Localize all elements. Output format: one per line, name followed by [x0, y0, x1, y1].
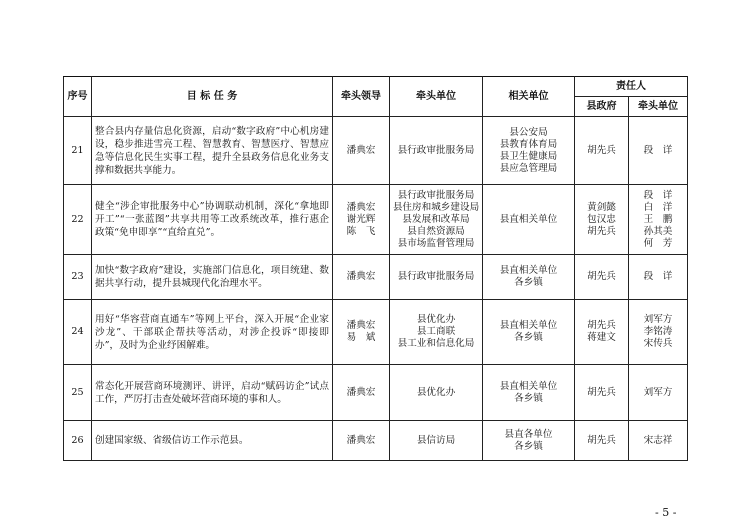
row-lead-unit: 县行政审批服务局 县住房和城乡建设局 县发展和改革局 县自然资源局 县市场监督管理局 [390, 185, 483, 255]
row-lead-unit: 县行政审批服务局 [390, 117, 483, 185]
header-lead-unit: 牵头单位 [390, 77, 483, 117]
row-task: 整合县内存量信息化资源，启动“数字政府”中心机房建设，稳步推进雪亮工程、智慧教育、智慧医疗、智慧应急等信息化民生实事工程，提升全县政务信息化业务支撑和数据共享能力。 [92, 117, 333, 185]
table-row [64, 117, 688, 185]
row-leader: 潘典宏 [333, 365, 390, 421]
row-lead-unit: 县信访局 [390, 421, 483, 461]
row-related-unit: 县直相关单位 各乡镇 [483, 300, 575, 365]
row-related-unit: 县直相关单位 [483, 185, 575, 255]
row-related-unit: 县直相关单位 各乡镇 [483, 365, 575, 421]
header-leader: 牵头领导 [333, 77, 390, 117]
row-unit-person: 宋志祥 [629, 421, 688, 461]
row-unit-person: 段 详 [629, 117, 688, 185]
row-unit-person: 刘军方 [629, 365, 688, 421]
row-leader: 潘典宏 易 斌 [333, 300, 390, 365]
row-leader: 潘典宏 [333, 117, 390, 185]
header-related-unit: 相关单位 [483, 77, 575, 117]
row-leader: 潘典宏 [333, 255, 390, 300]
table-row [64, 185, 688, 255]
row-gov-person: 胡先兵 [575, 117, 629, 185]
row-gov-person: 胡先兵 [575, 255, 629, 300]
row-leader: 潘典宏 [333, 421, 390, 461]
row-leader: 潘典宏 谢光辉 陈 飞 [333, 185, 390, 255]
row-no: 21 [64, 117, 92, 185]
row-task: 健全“涉企审批服务中心”协调联动机制，深化“拿地即开工”“一张蓝图”共享共用等工改系统改革，推行惠企政策“免申即享”“直给直兑”。 [92, 185, 333, 255]
row-no: 24 [64, 300, 92, 365]
row-task: 加快“数字政府”建设，实施部门信息化，项目统建、数据共享行动，提升县城现代化治理水平。 [92, 255, 333, 300]
page-number: - 5 - [655, 506, 677, 519]
row-gov-person: 胡先兵 蒋建文 [575, 300, 629, 365]
row-unit-person: 段 详 白 洋 王 鹏 孙其美 何 芳 [629, 185, 688, 255]
row-lead-unit: 县行政审批服务局 [390, 255, 483, 300]
header-no: 序号 [64, 77, 92, 117]
table-row [64, 255, 688, 300]
row-task: 常态化开展营商环境测评、讲评，启动“赋码访企”试点工作，严厉打击查处破坏营商环境的事和人。 [92, 365, 333, 421]
row-unit-person: 段 详 [629, 255, 688, 300]
header-county-gov: 县政府 [575, 97, 629, 117]
header-responsible: 责任人 [575, 77, 688, 97]
row-no: 25 [64, 365, 92, 421]
row-task: 用好“华容营商直通车”等网上平台，深入开展“企业家沙龙”、干部联企帮扶等活动，对涉企投诉“即接即办”，及时为企业纾困解难。 [92, 300, 333, 365]
row-gov-person: 黄剑懿 包汉忠 胡先兵 [575, 185, 629, 255]
header-task: 目 标 任 务 [92, 77, 333, 117]
table-row [64, 365, 688, 421]
row-related-unit: 县公安局 县教育体育局 县卫生健康局 县应急管理局 [483, 117, 575, 185]
row-gov-person: 胡先兵 [575, 365, 629, 421]
row-no: 23 [64, 255, 92, 300]
row-task: 创建国家级、省级信访工作示范县。 [92, 421, 333, 461]
row-unit-person: 刘军方 李铭涛 宋传兵 [629, 300, 688, 365]
table-row [64, 300, 688, 365]
header-lead-unit-person: 牵头单位 [629, 97, 688, 117]
task-table [63, 76, 688, 461]
row-gov-person: 胡先兵 [575, 421, 629, 461]
row-no: 26 [64, 421, 92, 461]
row-lead-unit: 县优化办 [390, 365, 483, 421]
row-no: 22 [64, 185, 92, 255]
row-related-unit: 县直各单位 各乡镇 [483, 421, 575, 461]
row-lead-unit: 县优化办 县工商联 县工业和信息化局 [390, 300, 483, 365]
row-related-unit: 县直相关单位 各乡镇 [483, 255, 575, 300]
table-row [64, 421, 688, 461]
